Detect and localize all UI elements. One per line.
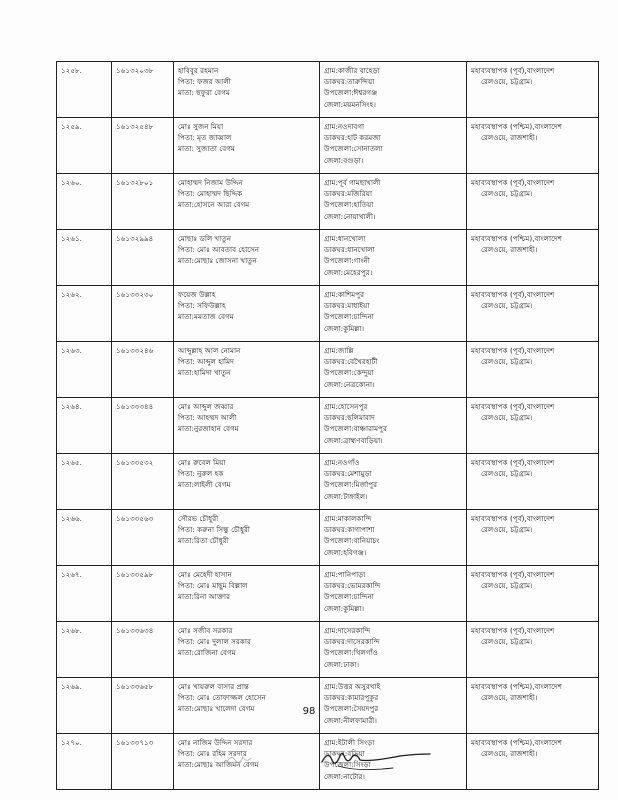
candidate-name: আব্দুল্লাহ আল নোমান (178, 346, 241, 355)
candidate-name: মোঃ সুজন মিয়া (178, 122, 224, 131)
posting-office-line2: রেলওয়ে, রাজশাহী। (481, 693, 538, 703)
posting-cell (467, 230, 599, 286)
candidate-name: মোঃ আব্দুল জব্বার (178, 402, 234, 411)
posting-office-line2: রেলওয়ে, চট্টগ্রাম। (481, 525, 533, 535)
serial-cell (57, 734, 112, 790)
posting-office-line2: রেলওয়ে, রাজশাহী। (481, 133, 538, 143)
father-name: পিতা: ফজর আলী (178, 77, 231, 87)
address-upazila: উপজেলা:সিংড়া (324, 760, 371, 770)
roll-cell (112, 398, 174, 454)
address-village: গ্রাম:দাসেরকান্দি (324, 626, 371, 635)
posting-office-line2: রেলওয়ে, চট্টগ্রাম। (481, 357, 533, 367)
address-village: গ্রাম:ধানখোলা (324, 234, 366, 243)
address-cell (320, 398, 467, 454)
mother-name: মাতা:লাইলী বেগম (178, 480, 231, 490)
serial-cell (57, 118, 112, 174)
address-upazila: উপজেলা:মির্জাপুর (324, 480, 378, 490)
roll-number: ১৬১৩৩৬৩৪ (116, 626, 154, 635)
serial-cell (57, 230, 112, 286)
posting-cell (467, 510, 599, 566)
address-cell (320, 118, 467, 174)
mother-name: মাতা:রিতা চৌধুরী (178, 536, 229, 546)
father-name: পিতা: সফিউল্লাহ (178, 301, 226, 311)
posting-office-line1: মহাব্যবস্থাপক (পশ্চিম),বাংলাদেশ (471, 682, 563, 691)
address-district: জেলা:টাঙ্গাইল। (324, 491, 368, 501)
roll-cell (112, 62, 174, 118)
name-cell (174, 510, 320, 566)
table-row (57, 286, 599, 342)
address-upazila: উপজেলা:বানিয়াচং (324, 536, 380, 546)
father-name: পিতা: আব্দুল হামিদ (178, 357, 234, 367)
serial-number: ১২৬২. (61, 290, 82, 299)
serial-number: ১২৬৮. (61, 626, 82, 635)
candidate-name: মোঃ নাজিম উদ্দিন সরদার (178, 738, 253, 747)
serial-number: ১২৬৬. (61, 514, 82, 523)
posting-office-line2: রেলওয়ে, চট্টগ্রাম। (481, 469, 533, 479)
table-row (57, 566, 599, 622)
posting-cell (467, 454, 599, 510)
address-post-office: ডাকঘর:ধানখোলা (324, 245, 375, 255)
address-post-office: ডাকঘর:ছলিমাবাদ (324, 413, 375, 423)
father-name: পিতা: মৃত জাব্বাল (178, 133, 232, 143)
address-cell (320, 230, 467, 286)
address-village: গ্রাম:কাজীর বাহেড়া (324, 66, 380, 75)
name-cell (174, 398, 320, 454)
mother-name: মাতা:হামিদা খাতুন (178, 368, 231, 378)
roll-number: ১৬১৩২৫৪৮ (116, 122, 154, 131)
posting-cell (467, 118, 599, 174)
posting-office-line2: রেলওয়ে, চট্টগ্রাম। (481, 637, 533, 647)
posting-office-line1: মহাব্যবস্থাপক (পূর্ব),বাংলাদেশ (471, 570, 555, 579)
address-upazila: উপজেলা:হাতিয়া (324, 200, 374, 210)
posting-cell (467, 62, 599, 118)
address-upazila: উপজেলা:কেন্দুয়া (324, 368, 374, 378)
table-row (57, 118, 599, 174)
father-name: পিতা: করুনা সিন্ধু চৌধুরী (178, 525, 250, 535)
posting-office-line1: মহাব্যবস্থাপক (পূর্ব),বাংলাদেশ (471, 458, 555, 467)
name-cell (174, 118, 320, 174)
mother-name: মাতা:মোছাঃ খালেদা বেগম (178, 704, 255, 714)
candidate-name: মোঃ রুবেল মিয়া (178, 458, 226, 467)
serial-number: ১২৬৫. (61, 458, 82, 467)
serial-number: ১২৫৮. (61, 66, 82, 75)
serial-number: ১২৬১. (61, 234, 82, 243)
address-post-office: ডাকঘর:ভোমরকান্দি (324, 581, 381, 591)
address-upazila: উপজেলা:চান্দিনা (324, 592, 374, 602)
roll-number: ১৬১৩৩৫৯৮ (116, 570, 154, 579)
address-post-office: ডাকঘর:কাগাপাশা (324, 525, 375, 535)
address-upazila: উপজেলা:চান্দিনা (324, 312, 374, 322)
name-cell (174, 454, 320, 510)
address-village: গ্রাম:কাশিমপুর (324, 290, 365, 299)
mother-name: মাতা:মোছাঃ জোসনা খাতুন (178, 256, 257, 266)
posting-cell (467, 286, 599, 342)
posting-office-line1: মহাব্যবস্থাপক (পূর্ব),বাংলাদেশ (471, 178, 555, 187)
posting-cell (467, 342, 599, 398)
posting-office-line1: মহাব্যবস্থাপক (পূর্ব),বাংলাদেশ (471, 346, 555, 355)
roll-cell (112, 286, 174, 342)
address-village: গ্রাম:হোসেনপুর (324, 402, 368, 411)
address-village: গ্রাম:মাকালকান্দি (324, 514, 372, 523)
serial-number: ১২৬৪. (61, 402, 82, 411)
serial-number: ১২৭০. (61, 738, 82, 747)
table-row (57, 398, 599, 454)
posting-office-line1: মহাব্যবস্থাপক (পশ্চিম),বাংলাদেশ (471, 738, 563, 747)
address-post-office: ডাকঘর:মাধাইয়া (324, 301, 370, 311)
address-district: জেলা:নেত্রকোনা। (324, 379, 375, 389)
address-cell (320, 454, 467, 510)
roll-number: ১৬১৩২৯৯৪ (116, 234, 154, 243)
father-name: পিতা: মোঃ আবতাব হোসেন (178, 245, 260, 255)
father-name: পিতা: মোঃ দুলাল সরকার (178, 637, 251, 647)
posting-office-line2: রেলওয়ে, চট্টগ্রাম। (481, 301, 533, 311)
father-name: পিতা: মোঃ মাছুম বিল্লাল (178, 581, 248, 591)
address-village: গ্রাম:জাল্লি (324, 346, 354, 355)
address-upazila: উপজেলা:ঈশ্বরগঞ্জ (324, 88, 378, 98)
address-district: জেলা:মেহেরপুর। (324, 267, 373, 277)
serial-cell (57, 510, 112, 566)
address-upazila: উপজেলা:সৈয়দপুর (324, 704, 379, 714)
serial-cell (57, 398, 112, 454)
table-row (57, 510, 599, 566)
candidate-name: মোহাম্মদ নিজাম উদ্দিন (178, 178, 243, 187)
serial-cell (57, 286, 112, 342)
address-post-office: ডাকঘর:দাসেরকান্দি (324, 637, 380, 647)
table-row (57, 342, 599, 398)
page-number: 98 (302, 706, 316, 717)
roll-cell (112, 510, 174, 566)
serial-cell (57, 62, 112, 118)
table-row (57, 230, 599, 286)
roll-cell (112, 622, 174, 678)
address-post-office: ডাকঘর:মেশামুড়া (324, 469, 372, 479)
serial-cell (57, 454, 112, 510)
roll-number: ১৬১৩৩৫৬৩ (116, 514, 154, 523)
address-village: গ্রাম:পানিপাড়া (324, 570, 366, 579)
posting-office-line1: মহাব্যবস্থাপক (পূর্ব),বাংলাদেশ (471, 66, 555, 75)
name-cell (174, 230, 320, 286)
records-table (56, 61, 599, 790)
address-district: জেলা:কুমিল্লা। (324, 603, 365, 613)
posting-office-line1: মহাব্যবস্থাপক (পূর্ব),বাংলাদেশ (471, 514, 555, 523)
stamp-scribble (224, 748, 254, 770)
serial-number: ১২৬৭. (61, 570, 82, 579)
address-post-office: ডাকঘর:তারুন্দিয়া (324, 77, 375, 87)
roll-cell (112, 454, 174, 510)
posting-cell (467, 622, 599, 678)
mother-name: মাতা:নুরজাহান বেগম (178, 424, 239, 434)
roll-cell (112, 174, 174, 230)
serial-number: ১২৬৯. (61, 682, 82, 691)
mother-name: মাতা:রিনা আক্তার (178, 592, 231, 602)
address-village: গ্রাম:উত্তর অসুরখাই (324, 682, 381, 691)
address-district: জেলা:ময়মনসিংহ। (324, 99, 376, 109)
address-district: জেলা:নোয়াখালী। (324, 211, 376, 221)
address-upazila: উপজেলা:বাঞ্চারামপুর (324, 424, 387, 434)
posting-office-line1: মহাব্যবস্থাপক (পশ্চিম),বাংলাদেশ (471, 122, 563, 131)
roll-cell (112, 566, 174, 622)
address-post-office: ডাকঘর:বেখৈরহাটী (324, 357, 378, 367)
candidate-name: মোঃ সজীব সরকার (178, 626, 233, 635)
posting-cell (467, 174, 599, 230)
address-cell (320, 566, 467, 622)
address-cell (320, 174, 467, 230)
address-cell (320, 286, 467, 342)
roll-number: ১৬১৩৩৩৪৪ (116, 402, 154, 411)
posting-cell (467, 734, 599, 790)
candidate-name: সৌরভ চৌধুরী (178, 514, 219, 523)
father-name: পিতা: মোঃ তোফাজ্জল হোসেন (178, 693, 266, 703)
posting-office-line1: মহাব্যবস্থাপক (পশ্চিম),বাংলাদেশ (471, 234, 563, 243)
name-cell (174, 62, 320, 118)
mother-name: মাতা: ছফুরা বেগম (178, 88, 230, 98)
roll-number: ১৬১৩৩৬৫৮ (116, 682, 154, 691)
mother-name: মাতা: সুজাতা বেগম (178, 144, 235, 154)
roll-cell (112, 118, 174, 174)
serial-cell (57, 622, 112, 678)
address-district: জেলা:নীলফামারী। (324, 715, 377, 725)
candidate-name: মোঃ খায়রুল বাসার প্রান্ত (178, 682, 249, 691)
serial-number: ১২৬৩. (61, 346, 82, 355)
father-name: পিতা: আহম্মদ আলী (178, 413, 237, 423)
posting-cell (467, 398, 599, 454)
address-cell (320, 62, 467, 118)
posting-office-line2: রেলওয়ে, রাজশাহী। (481, 245, 538, 255)
posting-office-line1: মহাব্যবস্থাপক (পূর্ব),বাংলাদেশ (471, 402, 555, 411)
address-district: জেলা:নাটোর। (324, 771, 365, 781)
posting-office-line1: মহাব্যবস্থাপক (পূর্ব),বাংলাদেশ (471, 626, 555, 635)
posting-office-line2: রেলওয়ে, চট্টগ্রাম। (481, 77, 533, 87)
serial-number: ১২৫৯. (61, 122, 82, 131)
father-name: পিতা: মোঃ রহিম সরদার (178, 749, 247, 759)
roll-number: ১৬১৩২৮০১ (116, 178, 154, 187)
table-row (57, 62, 599, 118)
name-cell (174, 342, 320, 398)
roll-number: ১৬১৩৩৭১৩ (116, 738, 154, 747)
address-post-office: ডাকঘর:কামারপুকুর (324, 693, 379, 703)
candidate-name: মোঃ মেহেদী হাসান (178, 570, 232, 579)
mother-name: মাতা:হোসনে আরা বেগম (178, 200, 250, 210)
address-district: জেলা:ব্রাহ্মণবাড়িয়া। (324, 435, 383, 445)
roll-number: ১৬১৩৩২৩০ (116, 290, 154, 299)
roll-cell (112, 230, 174, 286)
address-post-office: ডাকঘর:বড়িয়া (324, 749, 365, 759)
address-post-office: ডাকঘর:হাট করমজা (324, 133, 381, 143)
address-cell (320, 510, 467, 566)
candidate-name: মোছাঃ ডলি খাতুন (178, 234, 232, 243)
serial-cell (57, 342, 112, 398)
address-cell (320, 622, 467, 678)
serial-cell (57, 174, 112, 230)
father-name: পিতা: মোহাম্মদ ছিদ্দিক (178, 189, 243, 199)
serial-cell (57, 566, 112, 622)
address-district: জেলা:হবিগঞ্জ। (324, 547, 367, 557)
posting-office-line2: রেলওয়ে, রাজশাহী। (481, 749, 538, 759)
roll-number: ১৬১৩৩৫৩২ (116, 458, 154, 467)
address-upazila: উপজেলা:গাংনী (324, 256, 370, 266)
table-row (57, 454, 599, 510)
address-village: গ্রাম:নওদাবগা (324, 122, 365, 131)
posting-office-line2: রেলওয়ে, চট্টগ্রাম। (481, 581, 533, 591)
handwritten-signature (318, 740, 438, 780)
posting-office-line2: রেলওয়ে, চট্টগ্রাম। (481, 413, 533, 423)
address-village: গ্রাম:ইটালী সিংড়া (324, 738, 375, 747)
roll-cell (112, 734, 174, 790)
address-district: জেলা:কুমিল্লা। (324, 323, 365, 333)
mother-name: মাতা:রোজিনা বেগম (178, 648, 236, 658)
table-row (57, 622, 599, 678)
posting-office-line1: মহাব্যবস্থাপক (পূর্ব),বাংলাদেশ (471, 290, 555, 299)
address-post-office: ডাকঘর:মজিরিয়া (324, 189, 373, 199)
address-upazila: উপজেলা:খিলগাঁও (324, 648, 378, 658)
mother-name: মাতা:মোছাঃ আজিমন বেগম (178, 760, 259, 770)
records-table-body (57, 62, 599, 790)
father-name: পিতা: নুরুল হক (178, 469, 224, 479)
address-village: গ্রাম:নওগাঁও (324, 458, 360, 467)
candidate-name: ফয়েজ উল্লাহ (178, 290, 216, 299)
name-cell (174, 622, 320, 678)
address-cell (320, 342, 467, 398)
roll-cell (112, 342, 174, 398)
serial-number: ১২৬০. (61, 178, 82, 187)
table-row (57, 174, 599, 230)
name-cell (174, 566, 320, 622)
roll-number: ১৬১৩২০৩৮ (116, 66, 154, 75)
name-cell (174, 174, 320, 230)
candidate-name: হাবিবুর রহমান (178, 66, 219, 75)
address-district: জেলা:বগুড়া। (324, 155, 364, 165)
roll-number: ১৬১৩৩২৪৬ (116, 346, 154, 355)
posting-cell (467, 566, 599, 622)
address-district: জেলা:ঢাকা। (324, 659, 360, 669)
name-cell (174, 286, 320, 342)
posting-office-line2: রেলওয়ে, চট্টগ্রাম। (481, 189, 533, 199)
address-upazila: উপজেলা:সোনাতলা (324, 144, 383, 154)
mother-name: মাতা:মমতাজ বেগম (178, 312, 234, 322)
address-village: গ্রাম:পূর্ব গামছাখালী (324, 178, 381, 187)
